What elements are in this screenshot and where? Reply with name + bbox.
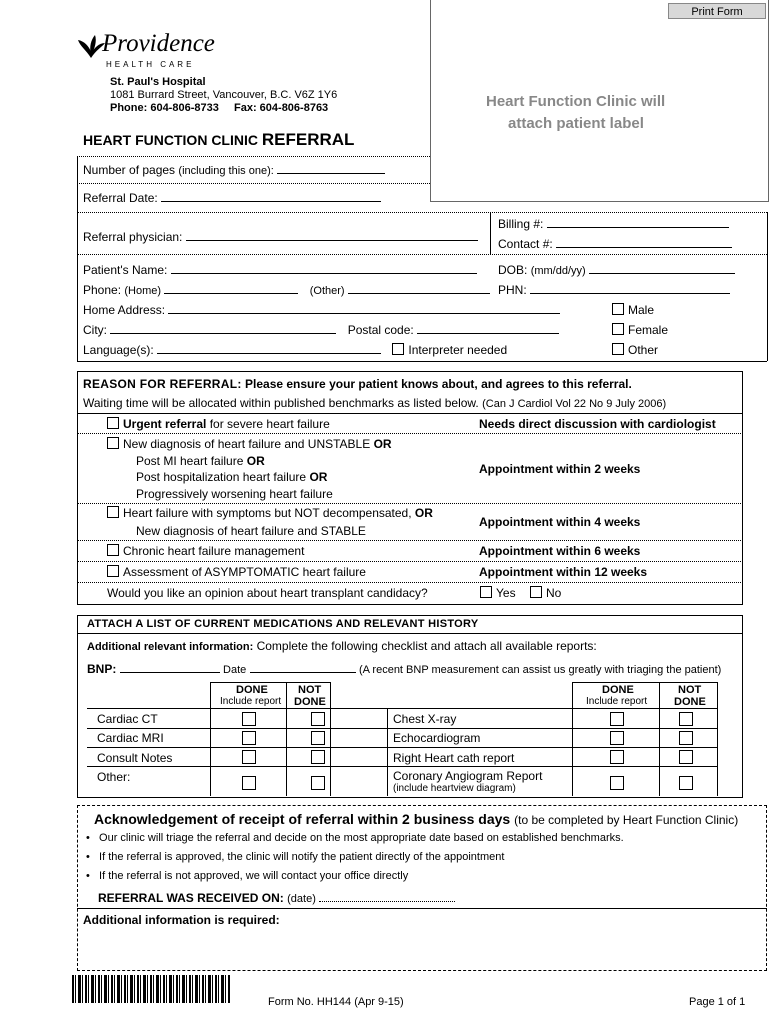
city-field [83, 323, 559, 337]
new-stable-line: New diagnosis of heart failure and STABLE [136, 524, 366, 538]
ack-title-rest: (to be completed by Heart Function Clinic) [514, 813, 739, 827]
home-address-field [83, 303, 560, 317]
left-notdone-header: DONE [294, 696, 326, 708]
hf-symptoms-option[interactable] [107, 506, 433, 520]
echocardiogram-label: Echocardiogram [393, 731, 481, 745]
sex-male-option[interactable] [612, 303, 654, 317]
urgent-bold: Urgent referral [123, 417, 207, 431]
pages-field [83, 163, 385, 177]
addl-info-line [87, 639, 597, 653]
logo-name: Providence [102, 30, 215, 57]
ack-title [94, 811, 738, 827]
interpreter-label: Interpreter needed [408, 343, 508, 357]
barcode [72, 975, 230, 1003]
received-on-label: REFERRAL WAS RECEIVED ON: [98, 891, 284, 905]
phn-input[interactable] [530, 283, 730, 294]
billing-input[interactable] [547, 217, 729, 228]
ack-bullet-2: • If the referral is approved, the clinic will notify the patient directly of the appointment [86, 851, 505, 863]
transplant-yes-option[interactable] [480, 586, 516, 600]
consult-notes-label: Consult Notes [97, 751, 173, 765]
title-left: HEART FUNCTION CLINIC [83, 132, 258, 148]
other-done-checkbox[interactable] [242, 776, 256, 790]
hospital-address: 1081 Burrard Street, Vancouver, B.C. V6Z 1Y6 [110, 89, 338, 101]
left-done-header: DONE [236, 684, 268, 696]
referral-physician-label: Referral physician: [83, 230, 183, 244]
cardiac-ct-done-checkbox[interactable] [242, 712, 256, 726]
medications-heading: ATTACH A LIST OF CURRENT MEDICATIONS AND RELEVANT HISTORY [87, 618, 479, 630]
cardiac-mri-notdone-checkbox[interactable] [311, 731, 325, 745]
angiogram-done-checkbox[interactable] [610, 776, 624, 790]
female-label: Female [628, 323, 669, 337]
referral-date-label: Referral Date: [83, 191, 158, 205]
form-title [83, 130, 354, 150]
post-hosp-text: Post hospitalization heart failure [136, 470, 307, 484]
phn-label: PHN: [498, 283, 527, 297]
transplant-question: Would you like an opinion about heart transplant candidacy? [107, 586, 428, 600]
dob-field [498, 263, 735, 277]
right-done-header: DONE [602, 684, 634, 696]
reason-heading-bold: REASON FOR REFERRAL: [83, 377, 242, 391]
ack-bullet-1: • Our clinic will triage the referral and decide on the most appropriate date based on established benchmarks. [86, 832, 624, 844]
or-1: OR [373, 437, 392, 451]
dob-label: DOB: [498, 263, 528, 277]
pages-sub: (including this one): [178, 165, 274, 177]
cardiac-ct-notdone-checkbox[interactable] [311, 712, 325, 726]
referral-date-field [83, 191, 381, 205]
waiting-text: Waiting time will be allocated within published benchmarks as listed below. [83, 396, 479, 410]
home-address-label: Home Address: [83, 303, 166, 317]
right-heart-cath-label: Right Heart cath report [393, 751, 515, 765]
rhc-done-checkbox[interactable] [610, 750, 624, 764]
phone-home-input[interactable] [164, 283, 298, 294]
pages-label: Number of pages [83, 163, 176, 177]
consult-notes-notdone-checkbox[interactable] [311, 750, 325, 764]
cardiac-mri-label: Cardiac MRI [97, 731, 164, 745]
post-mi-text: Post MI heart failure [136, 454, 244, 468]
hospital-name: St. Paul's Hospital [110, 76, 206, 88]
hf-symptoms-checkbox[interactable] [107, 506, 119, 518]
patient-name-label: Patient's Name: [83, 263, 168, 277]
referral-date-input[interactable] [161, 191, 381, 202]
other-label: Other [628, 343, 659, 357]
or-2: OR [246, 454, 265, 468]
hospital-fax: Fax: 604-806-8763 [234, 102, 329, 114]
chest-xray-notdone-checkbox[interactable] [679, 712, 693, 726]
languages-field [83, 343, 507, 357]
contact-input[interactable] [556, 237, 732, 248]
home-address-input[interactable] [168, 303, 560, 314]
logo-subtitle: HEALTH CARE [106, 60, 195, 69]
new-unstable-text: New diagnosis of heart failure and UNSTABLE [123, 437, 371, 451]
consult-notes-done-checkbox[interactable] [242, 750, 256, 764]
languages-label: Language(s): [83, 343, 154, 357]
bnp-label: BNP: [87, 662, 117, 676]
waiting-line [83, 396, 666, 410]
appt-12-weeks: Appointment within 12 weeks [479, 565, 648, 579]
urgent-benchmark: Needs direct discussion with cardiologist [479, 417, 716, 431]
chest-xray-done-checkbox[interactable] [610, 712, 624, 726]
addl-info-rest: Complete the following checklist and attach all available reports: [256, 639, 597, 653]
post-mi-line [136, 454, 265, 468]
contact-label: Contact #: [498, 237, 553, 251]
angiogram-notdone-checkbox[interactable] [679, 776, 693, 790]
phone-other-label: (Other) [309, 285, 345, 297]
phn-field [498, 283, 730, 297]
patient-name-input[interactable] [171, 263, 477, 274]
transplant-no-label: No [546, 586, 562, 600]
chronic-checkbox[interactable] [107, 544, 119, 556]
hf-symptoms-text: Heart failure with symptoms but NOT decompensated, [123, 506, 412, 520]
male-label: Male [628, 303, 655, 317]
form-number: Form No. HH144 (Apr 9-15) [268, 996, 404, 1008]
urgent-checkbox[interactable] [107, 417, 119, 429]
asymptomatic-text: Assessment of ASYMPTOMATIC heart failure [123, 565, 366, 579]
phone-label: Phone: [83, 283, 122, 297]
city-label: City: [83, 323, 107, 337]
ack-title-bold: Acknowledgement of receipt of referral within 2 business days [94, 811, 511, 827]
page-number: Page 1 of 1 [689, 996, 746, 1008]
right-not-header: NOT [678, 684, 702, 696]
pages-input[interactable] [277, 163, 385, 174]
transplant-no-option[interactable] [530, 586, 561, 600]
dob-format: (mm/dd/yy) [530, 265, 586, 277]
bnp-date-input[interactable] [250, 662, 356, 673]
bnp-note: (A recent BNP measurement can assist us greatly with triaging the patient) [358, 664, 722, 676]
asymptomatic-option[interactable] [107, 565, 366, 579]
postal-code-input[interactable] [417, 323, 559, 334]
other-checkbox[interactable] [612, 343, 624, 355]
appt-6-weeks: Appointment within 6 weeks [479, 544, 641, 558]
new-unstable-option[interactable] [107, 437, 392, 451]
transplant-yes-checkbox[interactable] [480, 586, 492, 598]
label-box-line2: attach patient label [508, 115, 644, 132]
dob-input[interactable] [589, 263, 735, 274]
cardiac-ct-label: Cardiac CT [97, 712, 158, 726]
ack-bullet-3: • If the referral is not approved, we will contact your office directly [86, 870, 409, 882]
reason-heading-rest: Please ensure your patient knows about, and agrees to this referral. [245, 377, 632, 391]
billing-field [498, 217, 729, 231]
chronic-text: Chronic heart failure management [123, 544, 305, 558]
received-date-label: (date) [287, 893, 316, 905]
right-notdone-header: DONE [674, 696, 706, 708]
new-unstable-checkbox[interactable] [107, 437, 119, 449]
addl-required-label: Additional information is required: [83, 913, 280, 927]
sex-other-option[interactable] [612, 343, 658, 357]
appt-4-weeks: Appointment within 4 weeks [479, 515, 641, 529]
male-checkbox[interactable] [612, 303, 624, 315]
right-include-report: Include report [586, 696, 648, 707]
chronic-option[interactable] [107, 544, 304, 558]
urgent-option[interactable] [107, 417, 330, 431]
phone-home-label: (Home) [124, 285, 162, 297]
asymptomatic-checkbox[interactable] [107, 565, 119, 577]
label-box-line1: Heart Function Clinic will [486, 93, 666, 110]
or-3: OR [309, 470, 328, 484]
other-report-label: Other: [97, 770, 131, 784]
referral-physician-field [83, 230, 478, 244]
city-input[interactable] [110, 323, 336, 334]
echo-notdone-checkbox[interactable] [679, 731, 693, 745]
or-4: OR [414, 506, 433, 520]
print-form-button[interactable]: Print Form [668, 3, 766, 19]
title-right: REFERRAL [261, 130, 355, 149]
acknowledgement-section [77, 805, 767, 971]
ack-bullet-1-text: Our clinic will triage the referral and decide on the most appropriate date based on established benchmarks. [99, 832, 624, 844]
reason-heading [83, 377, 632, 391]
chest-xray-label: Chest X-ray [393, 712, 457, 726]
appt-2-weeks: Appointment within 2 weeks [479, 462, 641, 476]
transplant-no-checkbox[interactable] [530, 586, 542, 598]
coronary-angiogram-sub: (include heartview diagram) [393, 783, 516, 794]
rhc-notdone-checkbox[interactable] [679, 750, 693, 764]
received-on-line [98, 891, 455, 905]
languages-input[interactable] [157, 343, 381, 354]
postal-code-label: Postal code: [347, 323, 414, 337]
bnp-input[interactable] [120, 662, 220, 673]
coronary-angiogram-label: Coronary Angiogram Report [393, 769, 543, 783]
urgent-rest: for severe heart failure [209, 417, 330, 431]
phone-other-input[interactable] [348, 283, 490, 294]
phone-field [83, 283, 490, 297]
progressive-line: Progressively worsening heart failure [136, 487, 333, 501]
interpreter-checkbox[interactable] [392, 343, 404, 355]
contact-field [498, 237, 732, 251]
post-hosp-line [136, 470, 327, 484]
ack-bullet-2-text: If the referral is approved, the clinic will notify the patient directly of the appointment [99, 851, 505, 863]
billing-label: Billing #: [498, 217, 544, 231]
echo-done-checkbox[interactable] [610, 731, 624, 745]
bnp-date-label: Date [223, 664, 247, 676]
left-not-header: NOT [298, 684, 322, 696]
addl-info-bold: Additional relevant information: [87, 641, 254, 653]
transplant-yes-label: Yes [496, 586, 516, 600]
providence-logo [76, 30, 215, 74]
female-checkbox[interactable] [612, 323, 624, 335]
cardiac-mri-done-checkbox[interactable] [242, 731, 256, 745]
received-date-input[interactable] [319, 891, 455, 902]
patient-name-field [83, 263, 477, 277]
referral-physician-input[interactable] [186, 230, 478, 241]
other-notdone-checkbox[interactable] [311, 776, 325, 790]
bnp-line [87, 662, 721, 676]
hospital-phone: Phone: 604-806-8733 [110, 102, 219, 114]
ack-bullet-3-text: If the referral is not approved, we will contact your office directly [99, 870, 409, 882]
sex-female-option[interactable] [612, 323, 668, 337]
citation-text: (Can J Cardiol Vol 22 No 9 July 2006) [482, 398, 667, 410]
left-include-report: Include report [220, 696, 282, 707]
